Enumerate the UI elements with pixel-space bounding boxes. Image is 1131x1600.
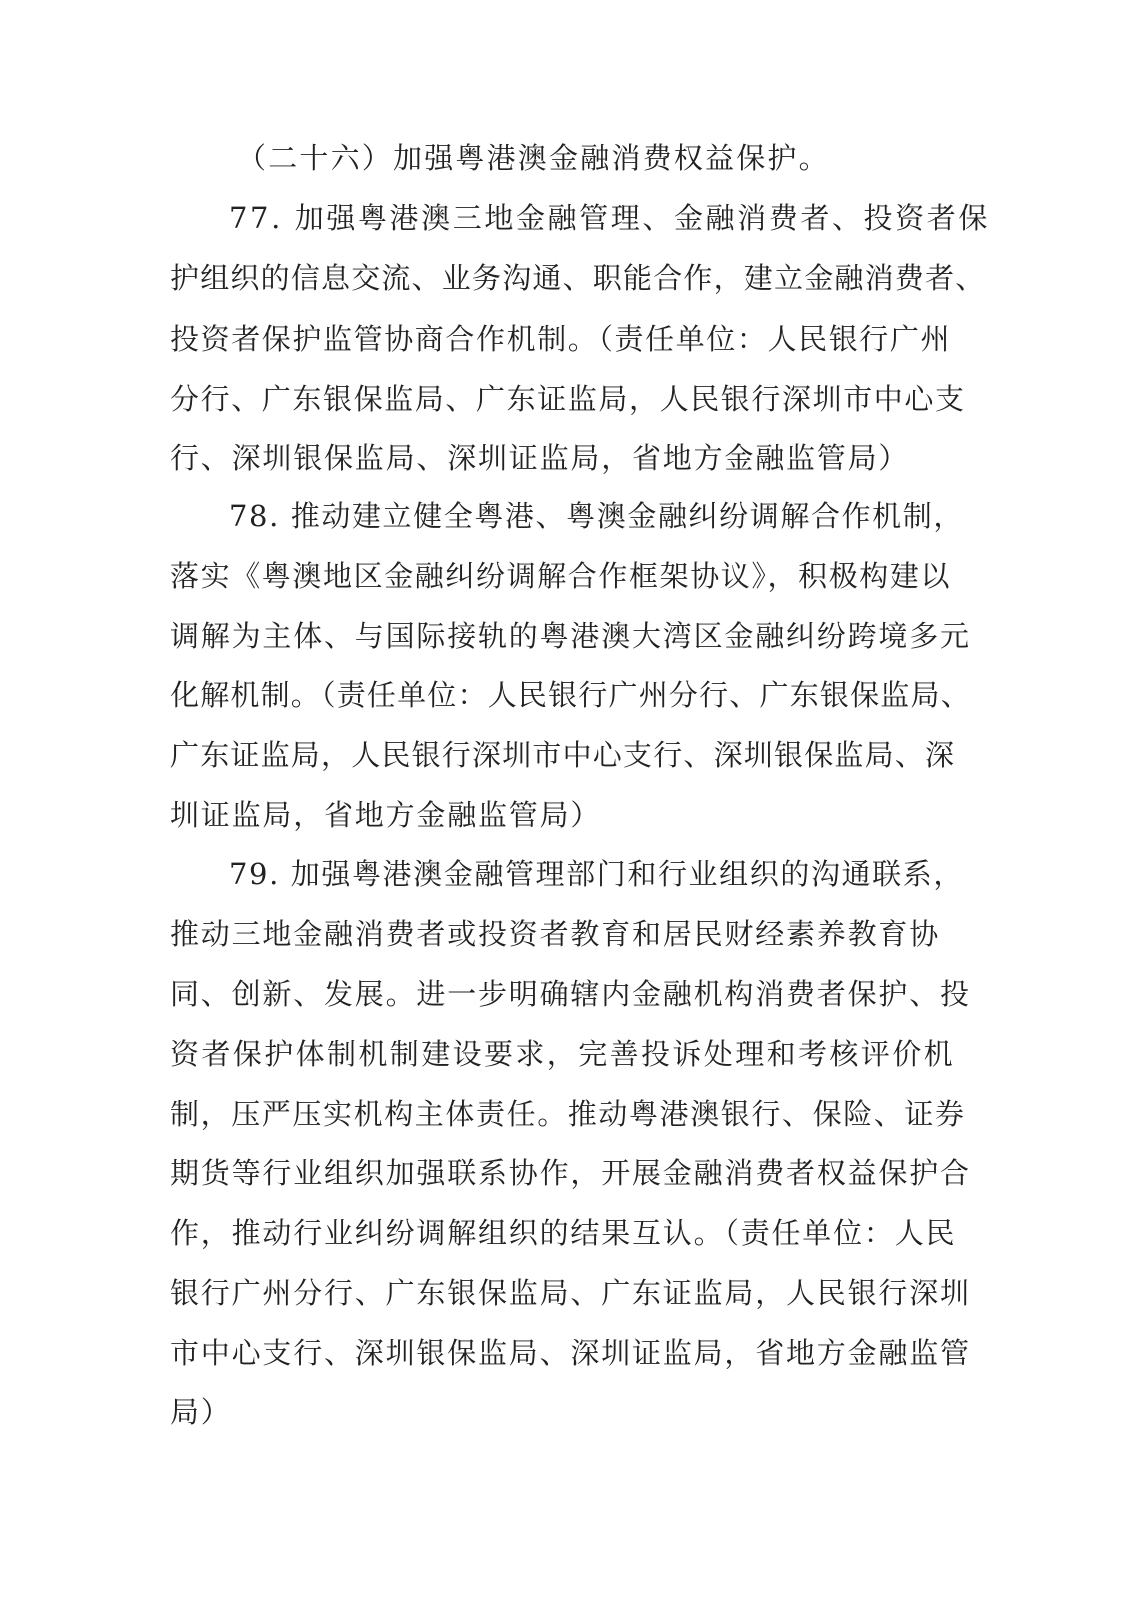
- item-78-line-6: 圳证监局，省地方金融监管局）: [170, 798, 602, 832]
- item-79-line-9: 市中心支行、深圳银保监局、深圳证监局，省地方金融监管: [170, 1336, 971, 1370]
- item-79-line-3: 同、创新、发展。进一步明确辖内金融机构消费者保护、投: [170, 977, 971, 1011]
- item-79-line-1: 79. 加强粤港澳金融管理部门和行业组织的沟通联系，: [229, 857, 964, 891]
- item-77-line-2: 护组织的信息交流、业务沟通、职能合作，建立金融消费者、: [170, 261, 986, 295]
- item-79-line-2: 推动三地金融消费者或投资者教育和居民财经素养教育协: [170, 917, 941, 951]
- item-77-line-1: 77. 加强粤港澳三地金融管理、金融消费者、投资者保: [229, 201, 990, 235]
- item-79-line-6: 期货等行业组织加强联系协作，开展金融消费者权益保护合: [170, 1156, 971, 1190]
- item-78-line-2: 落实《粤澳地区金融纠纷调解合作框架协议》，积极构建以: [170, 559, 952, 593]
- item-78-line-5: 广东证监局，人民银行深圳市中心支行、深圳银保监局、深: [170, 738, 956, 772]
- item-78-line-1: 78. 推动建立健全粤港、粤澳金融纠纷调解合作机制，: [229, 499, 964, 533]
- item-79-line-5: 制，压严压实机构主体责任。推动粤港澳银行、保险、证券: [170, 1097, 966, 1131]
- item-77-line-4: 分行、广东银保监局、广东证监局，人民银行深圳市中心支: [170, 382, 966, 416]
- item-79-line-10: 局）: [170, 1395, 232, 1429]
- section-heading: （二十六）加强粤港澳金融消费权益保护。: [237, 141, 830, 175]
- item-79-line-8: 银行广州分行、广东银保监局、广东证监局，人民银行深圳: [170, 1276, 971, 1310]
- item-79-line-4: 资者保护体制机制建设要求，完善投诉处理和考核评价机: [170, 1037, 956, 1071]
- item-78-line-4: 化解机制。（责任单位：人民银行广州分行、广东银保监局、: [170, 678, 971, 712]
- item-79-line-7: 作，推动行业纠纷调解组织的结果互认。（责任单位：人民: [170, 1216, 957, 1250]
- item-77-line-5: 行、深圳银保监局、深圳证监局，省地方金融监管局）: [170, 441, 910, 475]
- item-77-line-3: 投资者保护监管协商合作机制。（责任单位：人民银行广州: [170, 322, 952, 356]
- item-78-line-3: 调解为主体、与国际接轨的粤港澳大湾区金融纠纷跨境多元: [170, 619, 971, 653]
